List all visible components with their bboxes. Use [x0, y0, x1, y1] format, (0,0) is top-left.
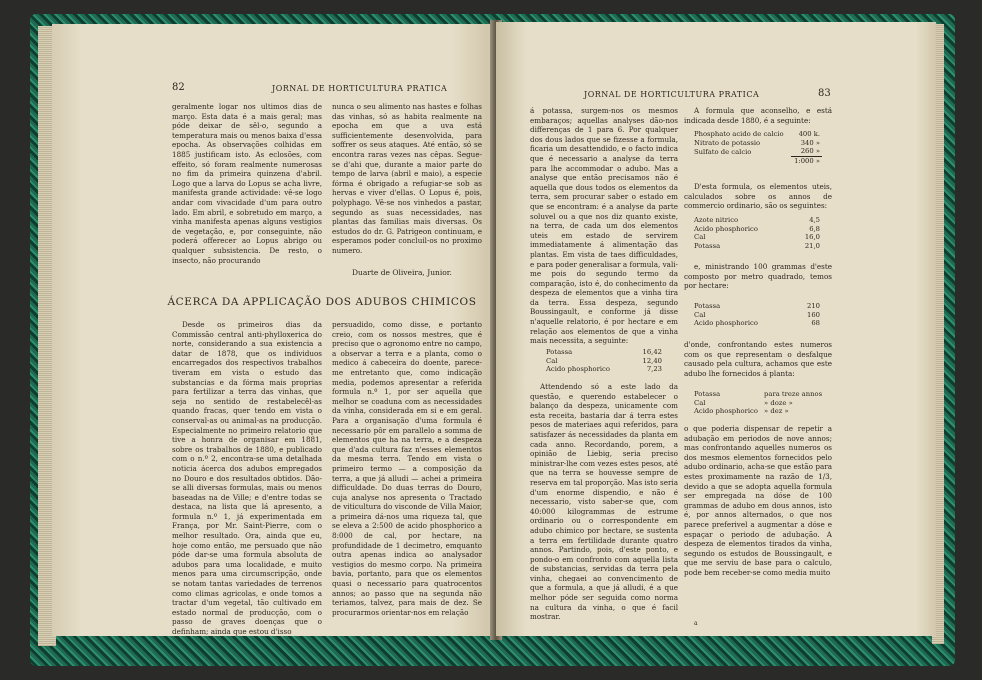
- table-cell: para treze annos: [764, 390, 823, 399]
- table-row: [692, 319, 822, 328]
- table-row: [692, 233, 822, 242]
- table-row: [692, 407, 826, 416]
- paragraph: D'esta formula, os elementos uteis, calculados sobre os annos de commercio ordinario, são os seguintes:: [684, 182, 832, 211]
- right-col1-text-a: [530, 106, 678, 346]
- table-cell: 7,23: [646, 365, 662, 374]
- right-page: [496, 22, 936, 636]
- table-cell: Potassa: [694, 242, 721, 251]
- right-col2-text-a: [684, 106, 832, 125]
- table-cell: Acido phosphorico: [694, 407, 758, 416]
- article-title: ÁCERCA DA APPLICAÇÃO DOS ADUBOS CHIMICOS: [167, 296, 477, 308]
- left-col1-top-text: [172, 102, 322, 265]
- left-col2-top-text: [332, 102, 482, 256]
- table-cell: [692, 156, 791, 165]
- table-row: [692, 242, 822, 251]
- left-page-header: JORNAL DE HORTICULTURA PRATICA: [272, 84, 448, 93]
- table-row: [692, 156, 822, 165]
- table-cell: 340 »: [800, 138, 820, 147]
- table-cell: 210: [807, 302, 820, 311]
- table-cell: 4,5: [809, 216, 820, 225]
- table-cell: 160: [807, 310, 820, 319]
- table-cell: Acido phosphorico: [694, 319, 758, 328]
- table-cell: » doze »: [764, 398, 793, 407]
- table-row: [692, 147, 822, 156]
- paragraph: d'onde, confrontando estes numeros com os que representam o desfalque causado pela cultura, achamos que este adubo lhe fornecidos á planta:: [684, 340, 832, 378]
- table-cell: 21,0: [804, 242, 820, 251]
- left-page-number: 82: [172, 82, 185, 93]
- paragraph: persuadido, como disse, e portanto creio, com os nossos mestres, que é preciso que o agronomo entre no campo, a observar a terra e a planta, como o medico á cabeceira do doente, parece-me entretanto que, como indicação media, podemos apresentar a referida formula n.º 1, por ser aquella que melhor se coaduna com as necessidades da vinha, considerada em si e em geral. Para a organisação d'uma formula é necessario pôr em parallelo a somma de elementos que ha na terra, e a despeza que d'ada cultura faz n'esses elementos da mesma terra. Tendo em vista o primeiro termo — a composição da terra, a que já alludi — achei a primeira difficuldade. Do duas terras do Douro, cuja analyse nos apresenta o Tractado de viticultura do visconde de Villa Maior, a primeira dá-nos uma riqueza tal, que se eleva a 2:500 de acido phosphorico a 8:000 de cal, por hectare, na profundidade de 1 decimetro, emquanto outra apenas indica ao analysador vestigios do mesmo corpo. Na primeira bavia, portanto, para que os elementos quasi o necessario para quatrocentos annos; ao passo que na segunda não teriamos, talvez, para mais de dez. Se procurarmos orientar-nos em relação: [332, 320, 482, 617]
- elementos-table: [692, 216, 822, 250]
- table-row: [544, 357, 664, 366]
- table-cell: » dez »: [764, 407, 789, 416]
- right-col2-text-e: [684, 424, 832, 594]
- table-cell: Cal: [694, 233, 706, 242]
- footer-mark: a: [694, 620, 698, 627]
- table-cell: 260 »: [800, 147, 820, 156]
- formula-table: [692, 130, 822, 165]
- signature: Duarte de Oliveira, Junior.: [352, 268, 452, 277]
- table-cell: 6,8: [809, 224, 820, 233]
- right-col2-text-b: [684, 182, 832, 211]
- table-row: [692, 399, 826, 408]
- table-cell: Sulfato de calcio: [694, 147, 752, 156]
- table-row: [544, 365, 664, 374]
- table-row: [692, 302, 822, 311]
- table-cell: Acido phosphorico: [546, 365, 610, 374]
- table-row: [692, 216, 822, 225]
- table-cell: Azote nitrico: [694, 216, 739, 225]
- paragraph: Attendendo só a este lado da questão, e querendo estabelecer o balanço da despeza, unicamente com esta receita, bastaria dar á terra estes pesos de materiaes aqui referidos, para satisfazer ás necessidades da planta em cada anno. Recordando, porem, a opinião de Liebig, seria preciso ministrar-lhe com vezes estes pesos, até que na terra se houvesse sempre de reserva em tal proporção. Mas isto seria d'um enorme dispendio, e não é necessario, visto saber-se que, com 40:000 kilogrammas de estrume ordinario ou o correspondente em adubo chimico por hectare, se sustenta a terra em fertilidade durante quatro annos. Partindo, pois, d'este ponto, e pondo-o em confronto com aquella lista de substancias, servidas da terra pela vinha, chegaei ao convencimento de que a formula, a que já alludi, é a que melhor póde ser seguida como norma na cultura da vinha, o que é facil mostrar.: [530, 382, 678, 622]
- table-cell: Potassa: [694, 390, 721, 399]
- right-col2-text-d: [684, 340, 832, 378]
- hectare-table: [692, 302, 822, 328]
- paragraph: Desde os primeiros dias da Commissão central anti-phylloxerica do norte, considerando a sua existencia a datar de 1878, que os individuos encarregados dos respectivos trabalhos tiveram em vista o estudo das substancias e da fórma mais proprias para fertilizar a terra das vinhas, que seja no sentido de restabelecêl-as quando fracas, quer tendo em vista o conserval-as ou animal-as na producção. Especialmente no primeiro relatorio que tive a honra de organisar em 1881, sobre os trabalhos de 1880, e publicado com o n.º 2, encontra-se uma detalhada noticia ácerca dos adubos empregados no Douro e dos resultados obtidos. Dão-se alli diversas formulas, mais ou menos baseadas na de Ville; e d'entre todas se destaca, na lista que lá apresento, a formula n.º 1, já experimentada em França, por Mr. Saint-Pierre, com o melhor resultado. Ora, ainda que eu, hoje como então, me persuado que não póde dar-se uma formula absoluta de adubos para uma localidade, e muito menos para uma circumscripção, onde se notam tantas variedades de terrenos como climas agricolas, e onde tomos a tractar d'um vegetal, tão cultivado em estado normal de producção, com o passo de graves doenças que o definham; ainda que estou d'isso: [172, 320, 322, 636]
- table-cell: 68: [811, 319, 820, 328]
- table-cell: 400 k.: [798, 130, 820, 139]
- right-page-number: 83: [818, 88, 831, 99]
- table-cell: Nitrato de potassio: [694, 138, 761, 147]
- table-cell: 12,40: [642, 356, 662, 365]
- right-col1-text-b: [530, 382, 678, 622]
- table-cell: 16,0: [804, 233, 820, 242]
- table-total: 1:000 »: [791, 156, 823, 165]
- table-row: [692, 390, 826, 399]
- table-row: [692, 130, 822, 139]
- annos-table: [692, 390, 826, 416]
- paragraph: á potassa, surgem-nos os mesmos embaraços; aquellas analyses dão-nos differenças de 1 para 6. Por qualquer dos dous lados que se fizesse a formula, ficaria um desattendido, e o facto indica que é necessario a analyse da terra para lhe accommodar o adubo. Mas a analyse que então precisamos não é aquella que dous todos os elementos da terra, sem procurar saber o estado em que se encontram: é a analyse da parte soluvel ou a que nos diz quanto existe, na terra, de cada um dos elementos uteis em estado de servirem immediatamente á alimentação das plantas. Em vista de taes difficuldades, e para poder generalisar a formula, vali-me pois do segundo termo da comparação, isto é, do conhecimento da despeza de elementos que a vinha tira da terra. Essa despeza, segundo Boussingault, e conforme já disse n'aquelle relatorio, é por hectare e em relação aos elementos de que a vinha mais necessita, a seguinte:: [530, 106, 678, 346]
- paragraph: o que poderia dispensar de repetir a adubação em periodos de nove annos; mas confrontando aquelles numeros os dos mesmos elementos fornecidos pelo adubo ordinario, acha-se que estão para estes proximamente na razão de 1/3, devido a que se adopta aquella formula ser empregada na dóse de 100 grammas de adubo em dous annos, isto é, por annos alternados, o que nos parece preferivel a augmentar a dóse e espaçar o periodo de adubação. A despeza de elementos tirados da vinha, segundo os estudos de Boussingault, e que me serviu de base para o calculo, pode bem receber-se como media muito: [684, 424, 832, 577]
- table-cell: 16,42: [642, 348, 662, 357]
- right-page-header: JORNAL DE HORTICULTURA PRATICA: [584, 90, 760, 99]
- table-row: [692, 225, 822, 234]
- paragraph: nunca o seu alimento nas hastes e folhas das vinhas, só as habita realmente na epocha em que a uva está sufficientemente desenvolvida, para soffrer os seus ataques. Até então, só se encontra raras vezes nas cêpas. Segue-se d'ahi que, durante a maior parte do tempo de larva (abril e maio), a especie fórma é obrigado a refugiar-se sob as hervas e viver d'ellas. O Lopus é, pois, polyphago. Vê-se nos vinhedos a pastar, segundo as suas necessidades, nas plantas das familias mais diversas. Os estudos do dr. G. Patrigeon continuam, e esperamos poder concluil-os no proximo numero.: [332, 102, 482, 255]
- table-cell: Cal: [694, 310, 706, 319]
- left-col2-bottom-text: [332, 320, 482, 617]
- table-cell: Cal: [546, 356, 558, 365]
- right-col2-text-c: [684, 262, 832, 291]
- table-cell: Acido phosphorico: [694, 224, 758, 233]
- table-cell: Potassa: [694, 302, 721, 311]
- paragraph: A formula que aconselho, e está indicada desde 1880, é a seguinte:: [684, 106, 832, 125]
- table-cell: Potassa: [546, 348, 573, 357]
- table-cell: Phosphato acido de calcio: [694, 130, 784, 139]
- table-row: [544, 348, 664, 357]
- table-cell: Cal: [694, 398, 706, 407]
- table-row: [692, 139, 822, 148]
- table-row: [692, 311, 822, 320]
- paragraph: geralmente logar nos ultimos dias de março. Esta data é a mais geral; mas póde deixar de sêl-o, segundo a temperatura mais ou menos baixa d'essa epocha. As observações colhidas em 1885 justificam isto. As eclosões, com effeito, só foram realmente numerosas no fim da primeira quinzena d'abril. Logo que a larva do Lopus se acha livre, manifesta grande actividade: vê-se logo andar com vivacidade d'um para outro lado. Em abril, e sobretudo em março, a vinha manifesta apenas alguns vestigios de vegetação, e, por conseguinte, não poderá offerecer ao Lopus abrigo ou qualquer subsistencia. De resto, o insecto, não procurando: [172, 102, 322, 265]
- left-col1-bottom-text: [172, 320, 322, 636]
- despeza-table: [544, 348, 664, 374]
- left-page: [52, 24, 494, 636]
- paragraph: e, ministrando 100 grammas d'este composto por metro quadrado, temos por hectare:: [684, 262, 832, 291]
